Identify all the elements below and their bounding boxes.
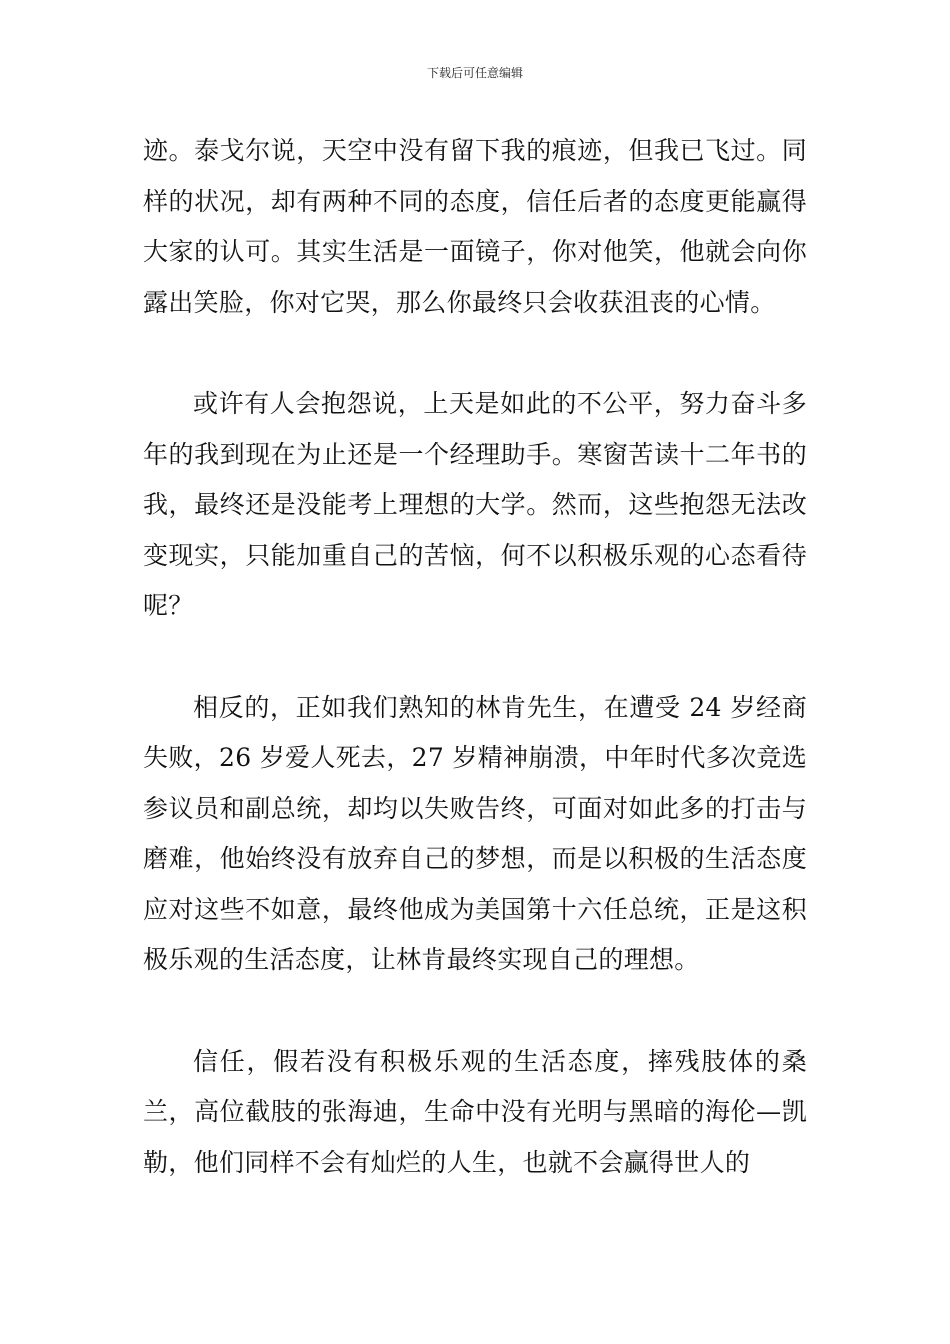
paragraph-gap [143, 328, 807, 379]
document-body [143, 126, 807, 1188]
paragraph-1: 迹。泰戈尔说，天空中没有留下我的痕迹，但我已飞过。同样的状况，却有两种不同的态度，信任后者的态度更能赢得大家的认可。其实生活是一面镜子，你对他笑，他就会向你露出笑脸，你对它哭，那么你最终只会收获沮丧的心情。 [143, 136, 807, 317]
paragraph-4: 信任，假若没有积极乐观的生活态度，摔残肢体的桑兰，高位截肢的张海迪，生命中没有光明与黑暗的海伦—凯勒，他们同样不会有灿烂的人生，也就不会赢得世人的 [143, 1046, 807, 1177]
paragraph-gap [143, 986, 807, 1037]
page-header: 下载后可任意编辑 [426, 66, 523, 80]
paragraph-2: 或许有人会抱怨说，上天是如此的不公平，努力奋斗多年的我到现在为止还是一个经理助手。寒窗苦读十二年书的我，最终还是没能考上理想的大学。然而，这些抱怨无法改变现实，只能加重自己的苦恼，何不以积极乐观的心态看待呢？ [143, 389, 807, 620]
paragraph-3: 相反的，正如我们熟知的林肯先生，在遭受 24 岁经商失败，26 岁爱人死去，27 岁精神崩溃，中年时代多次竞选参议员和副总统，却均以失败告终，可面对如此多的打击与磨难，他始终没有放弃自己的梦想，而是以积极的生活态度应对这些不如意，最终他成为美国第十六任总统，正是这积极乐观的生活态度，让林肯最终实现自己的理想。 [143, 692, 807, 974]
paragraph-gap [143, 632, 807, 683]
